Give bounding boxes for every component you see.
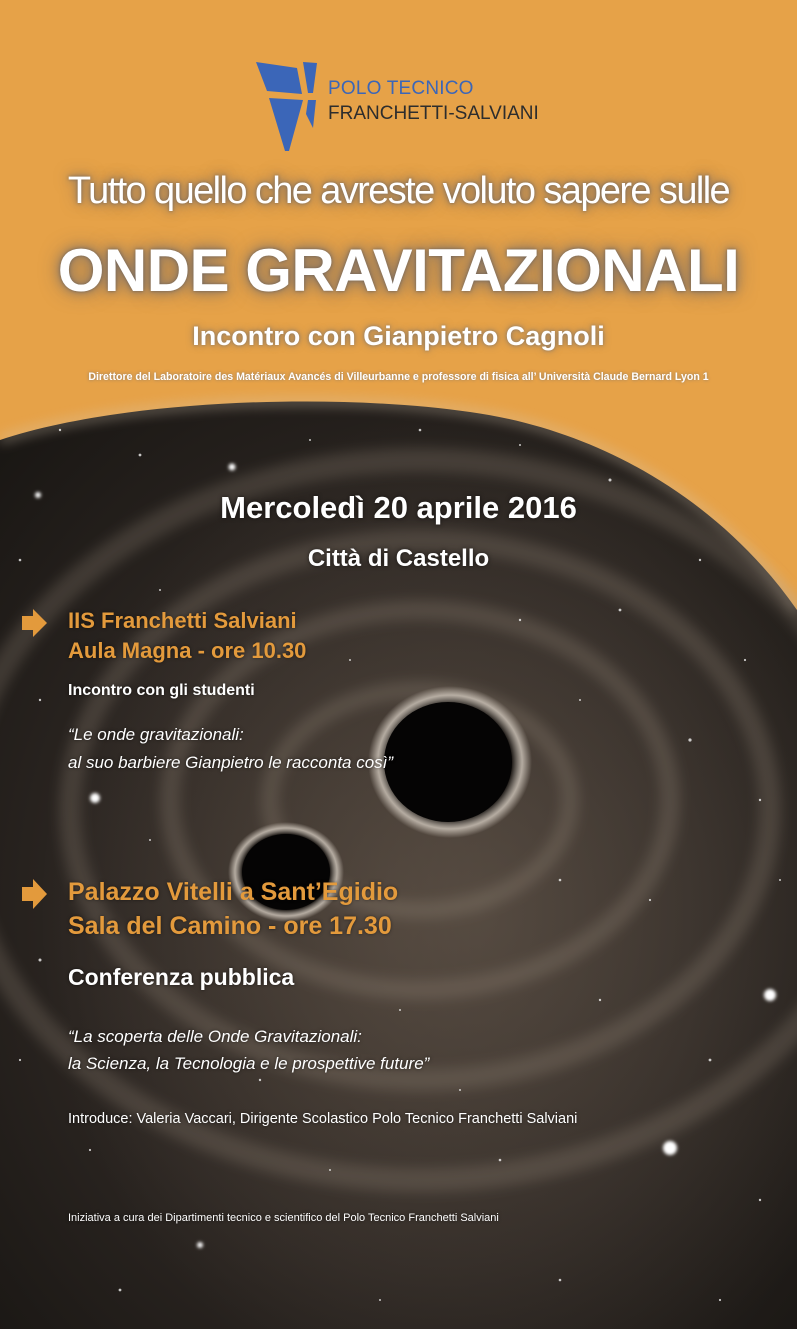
logo-mark-icon <box>253 58 323 153</box>
speaker-role: Direttore del Laboratoire des Matériaux Avancés di Villeurbanne e professore di fisica all’ Università Claude Bernard Lyon 1 <box>88 371 709 383</box>
event-date: Mercoledì 20 aprile 2016 <box>220 490 577 525</box>
page-title: ONDE GRAVITAZIONALI <box>57 237 740 304</box>
session1-quote-line2: al suo barbiere Gianpietro le racconta così” <box>68 753 394 772</box>
introduction-note: Introduce: Valeria Vaccari, Dirigente Scolastico Polo Tecnico Franchetti Salviani <box>68 1111 578 1127</box>
footer-note: Iniziativa a cura dei Dipartimenti tecnico e scientifico del Polo Tecnico Franchetti Salviani <box>68 1212 499 1224</box>
school-logo <box>253 58 553 153</box>
session2-quote-line2: la Scienza, la Tecnologia e le prospettive future” <box>68 1054 430 1073</box>
tagline: Tutto quello che avreste voluto sapere sulle <box>67 170 730 212</box>
session1-quote-line1: “Le onde gravitazionali: <box>68 725 244 744</box>
logo-text-line1: POLO TECNICO <box>328 78 474 99</box>
session2-quote-line1: “La scoperta delle Onde Gravitazionali: <box>68 1027 362 1046</box>
session1-room-time: Aula Magna - ore 10.30 <box>68 638 307 663</box>
arrow-right-icon <box>20 608 48 638</box>
speaker-name: Incontro con Gianpietro Cagnoli <box>192 321 605 351</box>
event-city: Città di Castello <box>307 545 490 572</box>
logo-text-line2: FRANCHETTI-SALVIANI <box>328 103 539 124</box>
session1-venue: IIS Franchetti Salviani <box>68 608 297 633</box>
session1-type: Incontro con gli studenti <box>68 682 255 699</box>
session2-room-time: Sala del Camino - ore 17.30 <box>68 912 392 940</box>
session2-venue: Palazzo Vitelli a Sant’Egidio <box>68 878 399 906</box>
session2-type: Conferenza pubblica <box>68 964 295 990</box>
arrow-right-icon <box>20 878 48 910</box>
